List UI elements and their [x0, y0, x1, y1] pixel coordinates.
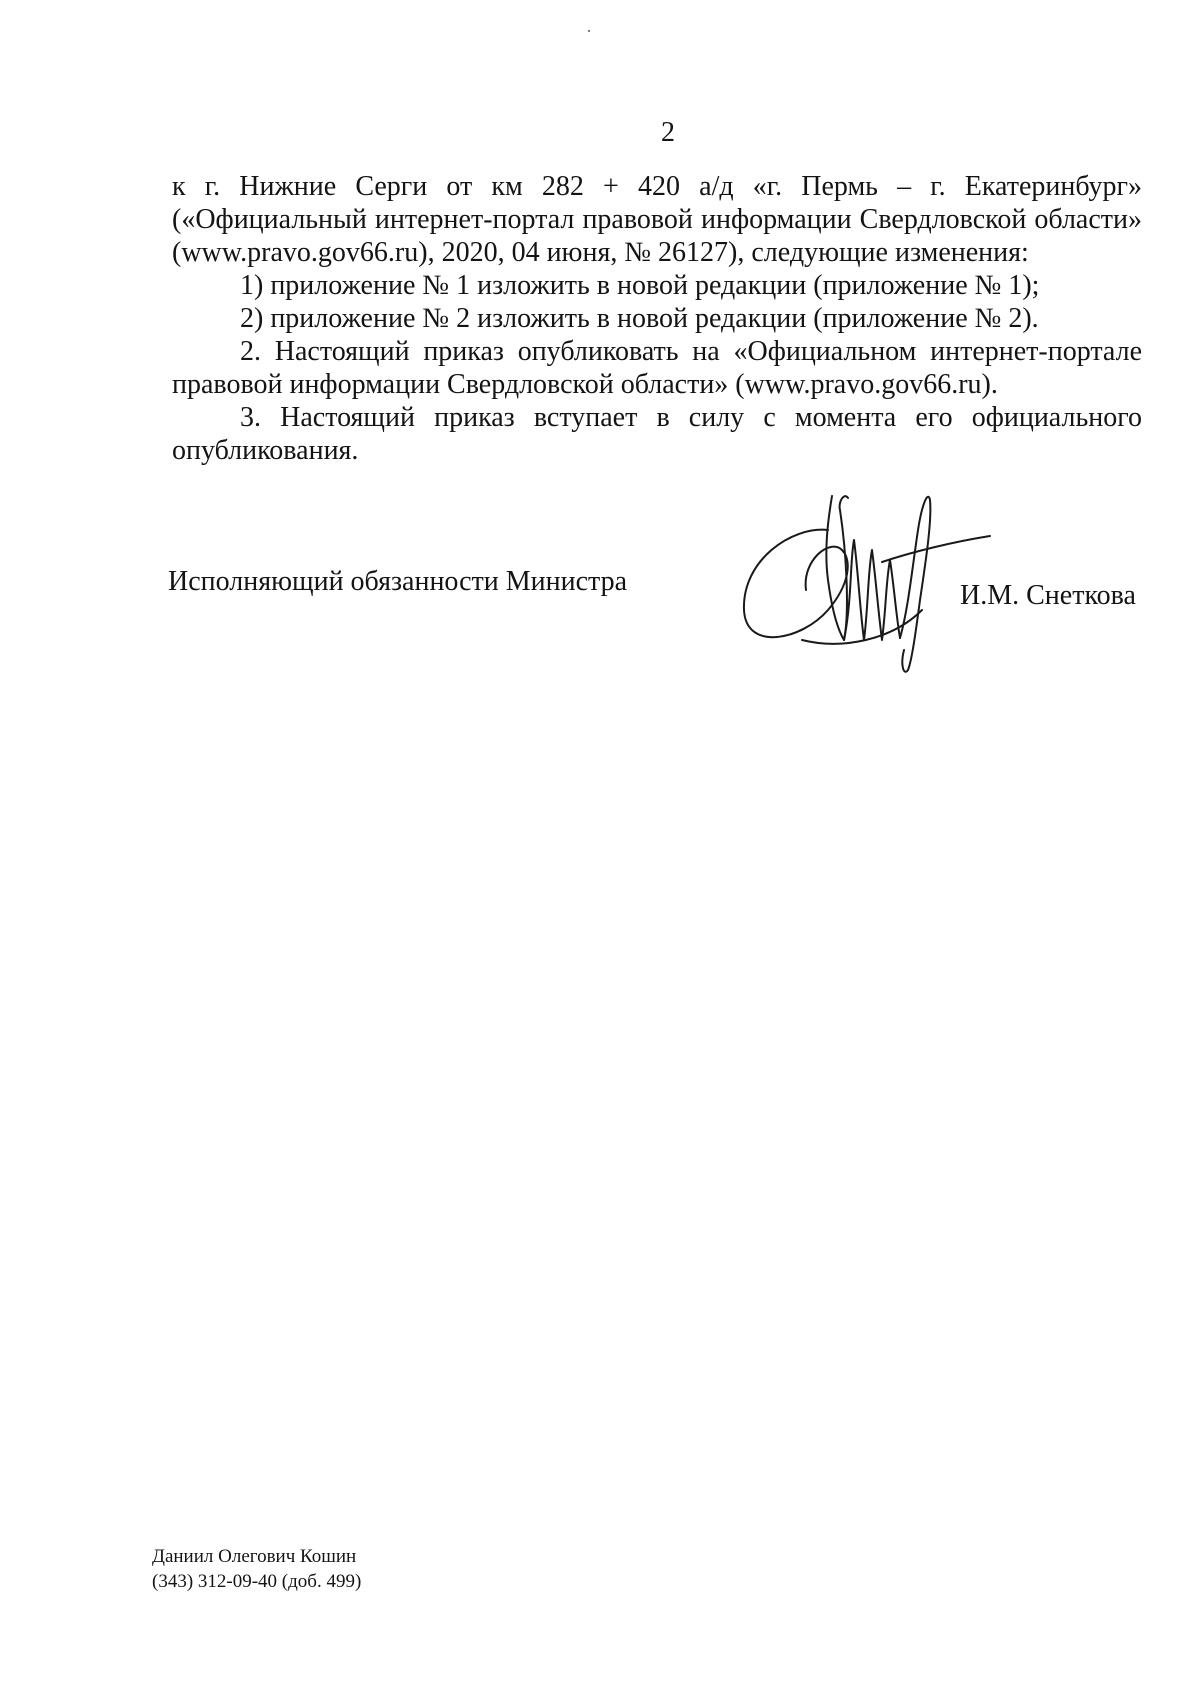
contact-name: Даниил Олегович Кошин [152, 1546, 357, 1567]
signature-block [168, 565, 1148, 655]
paragraph-publication: 2. Настоящий приказ опубликовать на «Официальном интернет-портале правовой информации Свердловской области» (www.pravo.gov66.ru). [172, 336, 1142, 400]
paragraph-item-2: 2) приложение № 2 изложить в новой редакции (приложение № 2). [240, 303, 1039, 334]
signatory-title: Исполняющий обязанности Министра [168, 566, 628, 597]
contact-phone: (343) 312-09-40 (доб. 499) [152, 1571, 362, 1592]
contact-info [152, 1544, 361, 1594]
handwritten-signature [732, 490, 994, 676]
paragraph-item-1: 1) приложение № 1 изложить в новой редакции (приложение № 1); [240, 270, 1040, 301]
paragraph-effective-date: 3. Настоящий приказ вступает в силу с момента его официального опубликования. [172, 402, 1142, 466]
page-number: 2 [661, 117, 675, 148]
signatory-name: И.М. Снеткова [960, 580, 1136, 611]
scan-artifact [588, 30, 590, 32]
body-text [172, 170, 1142, 467]
paragraph-amendment-intro: к г. Нижние Серги от км 282 + 420 а/д «г. Пермь – г. Екатеринбург» («Официальный интернет-портал правовой информации Свердловской области» (www.pravo.gov66.ru), 2020, 04 июня, № 26127), следующие изменения: [172, 171, 1142, 268]
